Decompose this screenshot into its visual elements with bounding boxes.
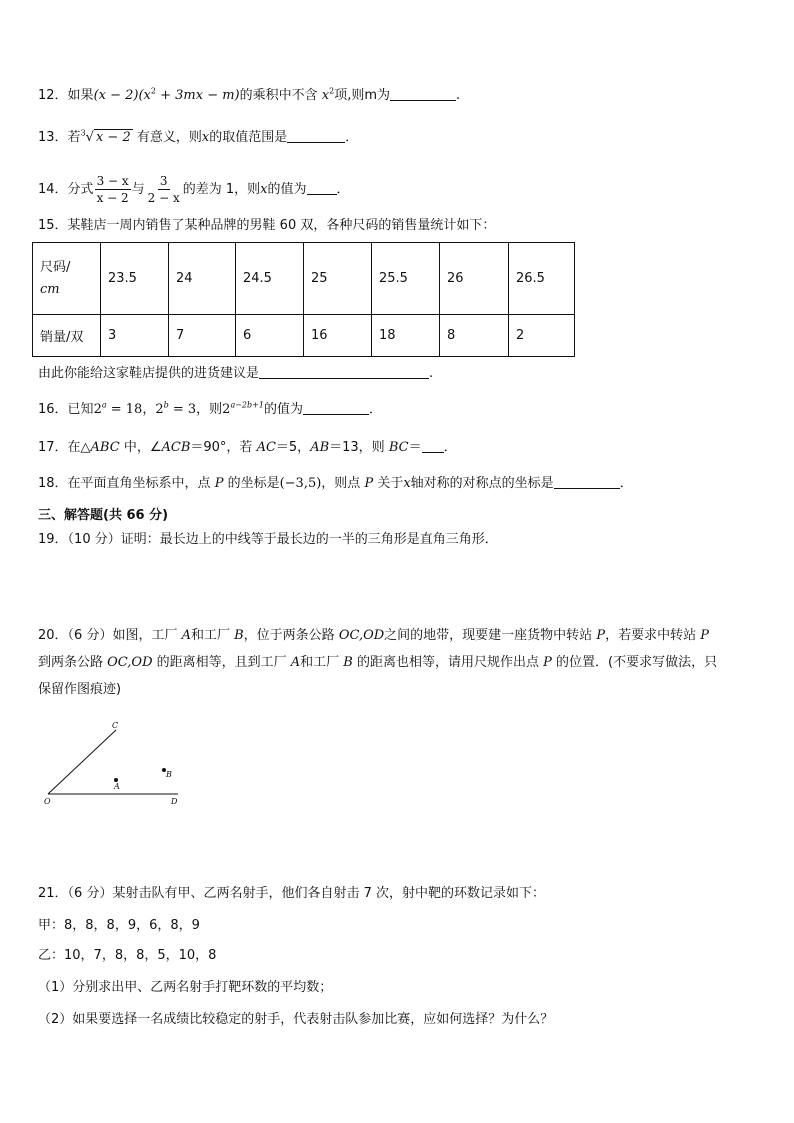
q18-answer-blank[interactable] bbox=[554, 474, 620, 489]
question-19: 19．（10 分）证明：最长边上的中线等于最长边的一半的三角形是直角三角形． bbox=[38, 532, 498, 547]
q14-fraction-2: $\frac{3}{2 - x}$ bbox=[147, 174, 180, 205]
table-cell: 6 bbox=[236, 315, 304, 357]
table-cell: 26.5 bbox=[509, 243, 575, 315]
question-21: 21．（6 分）某射击队有甲、乙两名射手，他们各自射击 7 次，射中靶的环数记录如下： bbox=[38, 886, 545, 901]
section-heading: 三、解答题(共 66 分) bbox=[38, 508, 169, 523]
question-17: 17．在△ABC 中，∠ACB＝90°，若 AC＝5，AB＝13，则 BC＝ ． bbox=[38, 440, 457, 455]
table-row-sizes bbox=[33, 243, 575, 315]
q14-answer-blank[interactable] bbox=[307, 180, 337, 195]
table-cell: 25.5 bbox=[372, 243, 440, 315]
table-cell: 26 bbox=[440, 243, 509, 315]
q21-jia-scores: 甲：8，8，8，9，6，8，9 bbox=[38, 918, 200, 933]
question-15: 15．某鞋店一周内销售了某种品牌的男鞋 60 双，各种尺码的销售量统计如下： bbox=[38, 218, 496, 233]
table-header-sales: 销量/双 bbox=[33, 315, 101, 357]
question-15-followup: 由此你能给这家鞋店提供的进货建议是 . bbox=[38, 366, 434, 381]
question-14: 14．分式 $\frac{3 - x}{x - 2}$ 与 $\frac{3}{2 - x}$ 的差为 1，则x的值为 ． bbox=[38, 174, 350, 205]
label-o: O bbox=[44, 797, 51, 806]
table-row-sales bbox=[33, 315, 575, 357]
label-d: D bbox=[171, 797, 178, 806]
q13-answer-blank[interactable] bbox=[287, 128, 345, 143]
q20-figure bbox=[40, 718, 190, 810]
label-c: C bbox=[112, 721, 119, 730]
q13-cube-root: $^3$√ x − 2 bbox=[80, 128, 131, 145]
q21-yi-scores: 乙：10，7，8，8，5，10，8 bbox=[38, 948, 217, 963]
label-b: B bbox=[166, 770, 172, 779]
question-12: 12．如果$(x - 2)(x^2 + 3mx - m)$的乘积中不含 $x^2$项,则m为 . bbox=[38, 86, 461, 103]
table-cell: 7 bbox=[169, 315, 236, 357]
question-16: 16．已知$2^a = 18$，$2^b = 3$，则$2^{a-2b+1}$的值为 ． bbox=[38, 400, 382, 417]
q16-answer-blank[interactable] bbox=[303, 400, 369, 415]
table-header-size: 尺码/ cm bbox=[33, 243, 101, 315]
q12-exponent: 2 bbox=[150, 86, 156, 96]
table-cell: 18 bbox=[372, 315, 440, 357]
q12-expression-2: + 3mx − m) bbox=[155, 88, 240, 103]
q17-answer-blank[interactable] bbox=[422, 438, 444, 453]
q12-answer-blank[interactable] bbox=[390, 86, 456, 101]
question-20: 20．（6 分）如图，工厂 A和工厂 B，位于两条公路 OC,OD之间的地带，现要建一座货物中转站 P，若要求中转站 P 到两条公路 OC,OD 的距离相等，且到工厂 A和工厂 B 的距离也相等，请用尺规作出点 P 的位置．(不要求写做法，只 保留作图痕迹) bbox=[38, 628, 718, 697]
road-oc bbox=[48, 730, 116, 794]
table-cell: 24 bbox=[169, 243, 236, 315]
table-cell: 2 bbox=[509, 315, 575, 357]
shoe-sales-table bbox=[32, 242, 575, 357]
table-cell: 23.5 bbox=[101, 243, 169, 315]
table-cell: 3 bbox=[101, 315, 169, 357]
label-a: A bbox=[114, 782, 120, 791]
table-cell: 24.5 bbox=[236, 243, 304, 315]
table-cell: 25 bbox=[304, 243, 372, 315]
table-cell: 8 bbox=[440, 315, 509, 357]
q12-expression: (x − 2)(x bbox=[93, 88, 151, 103]
q15-answer-blank[interactable] bbox=[259, 364, 429, 379]
q21-part-1: （1）分别求出甲、乙两名射手打靶环数的平均数； bbox=[38, 980, 333, 995]
q21-part-2: （2）如果要选择一名成绩比较稳定的射手，代表射击队参加比赛，应如何选择？为什么？ bbox=[38, 1012, 554, 1027]
q14-fraction-1: $\frac{3 - x}{x - 2}$ bbox=[96, 174, 129, 205]
question-18: 18．在平面直角坐标系中，点 P 的坐标是(−3,5)，则点 P 关于x轴对称的对称点的坐标是 ． bbox=[38, 476, 633, 491]
question-13: 13．若$^3$√ x − 2 有意义，则x的取值范围是 ． bbox=[38, 128, 359, 145]
table-cell: 16 bbox=[304, 315, 372, 357]
